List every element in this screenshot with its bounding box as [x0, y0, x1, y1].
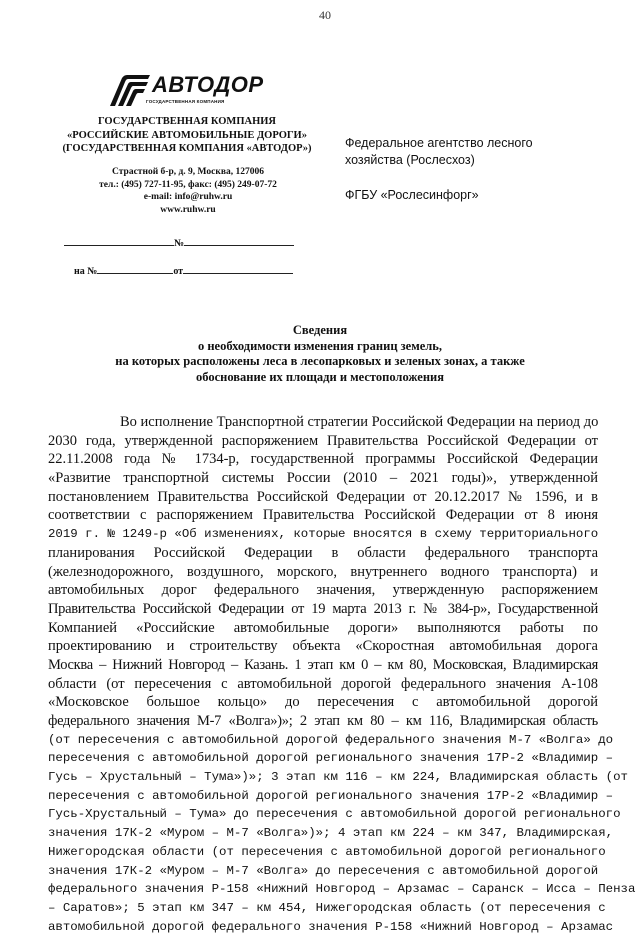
body-line: (от пересечения с автомобильной дорогой федерального значения М-7 «Волга» до	[48, 732, 614, 747]
body-line: планирования Российской Федерации в области федерального транспорта	[48, 544, 598, 561]
body-line: – Саратов»; 5 этап км 347 – км 454, Нижегородская область (от пересечения с	[48, 900, 606, 915]
address-line: Страстной б-р, д. 9, Москва, 127006	[112, 167, 264, 177]
body-line: Москва – Нижний Новгород – Казань. 1 этап км 0 – км 80, Московская, Владимирская	[48, 656, 598, 673]
reply-date-blank	[183, 264, 293, 274]
logo-name: АВТОДОР	[152, 72, 264, 97]
body-line: федерального значения Р-158 «Нижний Новгород – Арзамас – Саранск – Исса – Пенза	[48, 882, 636, 897]
logo-subtitle: ГОСУДАРСТВЕННАЯ КОМПАНИЯ	[146, 99, 225, 104]
reply-reference-line	[74, 264, 293, 277]
body-line: автомобильных дорог федерального значения, утвержденную распоряжением	[48, 582, 598, 599]
number-blank	[184, 236, 294, 246]
body-line: Гусь – Хрустальный – Тума»)»; 3 этап км 116 – км 224, Владимирская область (от	[48, 770, 628, 785]
body-line: автомобильной дорогой федерального значения Р-158 «Нижний Новгород – Арзамас	[48, 919, 614, 934]
body-line: федерального значения М-7 «Волга»)»; 2 этап км 80 – км 116, Владимирская область	[48, 713, 598, 729]
body-line: Во исполнение Транспортной стратегии Российской Федерации на период до	[120, 414, 599, 430]
body-line: Нижегородская области (от пересечения с автомобильной дорогой регионального	[48, 844, 606, 859]
title-line: Сведения	[292, 323, 348, 337]
body-line: 2019 г. № 1249-р «Об изменениях, которые вносятся в схему территориального	[48, 527, 599, 542]
body-line: пересечения с автомобильной дорогой регионального значения 17Р-2 «Владимир –	[48, 788, 614, 803]
body-line: значения 17К-2 «Муром – М-7 «Волга» до пересечения с автомобильной дорогой	[48, 863, 599, 878]
org-line: (ГОСУДАРСТВЕННАЯ КОМПАНИЯ «АВТОДОР»)	[62, 143, 312, 154]
body-line: (железнодорожного, воздушного, морского, внутреннего водного транспорта) и	[48, 563, 598, 580]
org-line: «РОССИЙСКИЕ АВТОМОБИЛЬНЫЕ ДОРОГИ»	[67, 129, 307, 141]
body-line: постановлением Правительства Российской Федерации от 20.12.2017 № 1596, и в	[48, 488, 598, 505]
number-label: №	[174, 238, 185, 249]
outgoing-number-line	[64, 236, 294, 249]
body-line: «Развитие транспортной системы России (2010 – 2021 годы)», утвержденной	[48, 470, 598, 487]
body-line: пересечения с автомобильной дорогой регионального значения 17Р-2 «Владимир –	[48, 751, 614, 766]
body-line: области (от пересечения с автомобильной дорогой федерального значения А-108	[48, 675, 598, 692]
body-line: значения 17К-2 «Муром – М-7 «Волга»)»; 4 этап км 224 – км 347, Владимирская,	[48, 826, 614, 841]
page-number: 40	[319, 8, 331, 22]
body-line: соответствии с распоряжением Правительства Российской Федерации от 8 июня	[48, 507, 598, 524]
sender-organization	[52, 115, 322, 156]
avtodor-logo	[108, 72, 264, 108]
document-title	[50, 323, 590, 385]
phone-fax-line: тел.: (495) 727-11-95, факс: (495) 249-07-72	[99, 179, 277, 190]
title-line: на которых расположены леса в лесопарковых и зеленых зонах, а также	[115, 354, 525, 368]
body-line: Компанией «Российские автомобильные дороги» выполняются работы по	[48, 619, 598, 636]
recipient-block	[345, 135, 595, 204]
body-line: 2030 года, утвержденной распоряжением Правительства Российской Федерации от	[48, 432, 598, 449]
title-line: о необходимости изменения границ земель,	[197, 338, 443, 353]
recipient-line: ФГБУ «Рослесинфорг»	[345, 188, 479, 202]
recipient-line: хозяйства (Рослесхоз)	[345, 153, 475, 167]
org-line: ГОСУДАРСТВЕННАЯ КОМПАНИЯ	[98, 116, 276, 127]
date-blank	[64, 236, 174, 246]
body-line: Правительства Российской Федерации от 19 марта 2013 г. № 384-р», Государственной	[48, 600, 598, 617]
body-paragraph	[48, 413, 636, 936]
sender-contacts	[58, 166, 318, 216]
reply-on-label: на №	[74, 266, 98, 277]
recipient-line: Федеральное агентство лесного	[345, 136, 533, 150]
reply-number-blank	[97, 264, 173, 274]
body-line: «Московское большое кольцо» до пересечения с автомобильной дорогой	[48, 694, 598, 711]
body-line: Гусь-Хрустальный – Тума» до пересечения с автомобильной дорогой регионального	[48, 807, 621, 822]
body-line: 22.11.2008 года № 1734-р, государственной программы Российской Федерации	[48, 451, 598, 468]
reply-from-label: от	[173, 266, 184, 277]
website-line: www.ruhw.ru	[160, 204, 216, 215]
title-line: обоснование их площади и местоположения	[195, 369, 445, 384]
body-line: проектированию и строительству объекта «Скоростная автомобильная дорога	[48, 638, 598, 655]
email-line: e-mail: info@ruhw.ru	[143, 192, 233, 202]
